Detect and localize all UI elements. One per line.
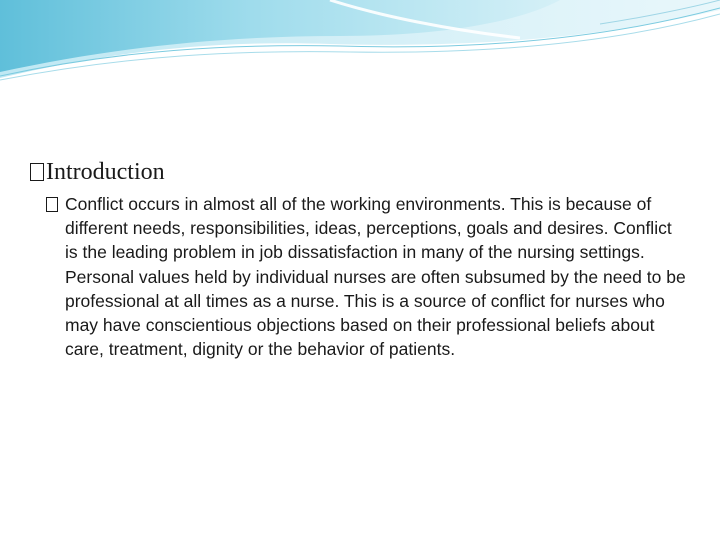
bullet-missing-glyph-icon xyxy=(46,197,58,212)
body-paragraph: Conflict occurs in almost all of the working environments. This is because of different needs, responsibilities, ideas, perceptions, goals and desires. Conflict is the leading problem in job dissatisfaction in many of the nursing settings. Personal values held by individual nurses are often subsumed by the need to be professional at all times as a nurse. This is a source of conflict for nurses who may have conscientious objections based on their professional beliefs about care, treatment, dignity or the behavior of patients. xyxy=(65,194,686,360)
missing-glyph-icon xyxy=(30,163,44,181)
slide-body xyxy=(46,192,686,361)
slide-title-text: Introduction xyxy=(46,159,165,185)
header-wave-decoration xyxy=(0,0,720,90)
slide-title xyxy=(30,157,165,187)
